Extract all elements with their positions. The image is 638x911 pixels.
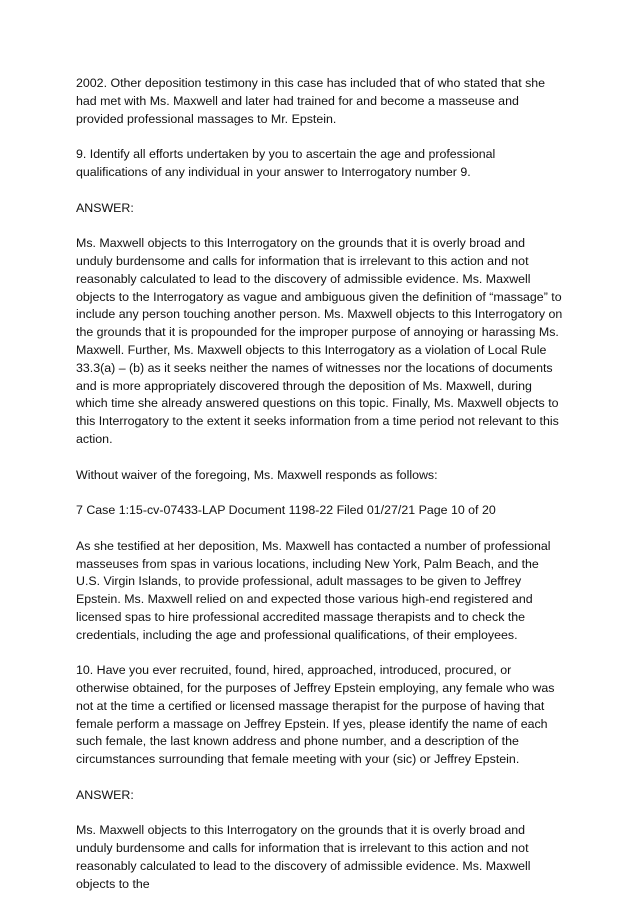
- testimony-response-paragraph: As she testified at her deposition, Ms. Maxwell has contacted a number of professional masseuses from spas in various locations, including New York, Palm Beach, and the U.S. Virgin Islands, to provide professional, adult massages to be given to Jeffrey Epstein. Ms. Maxwell relied on and expected those various high-end registered and licensed spas to hire professional accredited massage therapists and to check the credentials, including the age and professional qualifications, of their employees.: [76, 538, 551, 642]
- answer-objection-paragraph: Ms. Maxwell objects to this Interrogatory on the grounds that it is overly broad and unduly burdensome and calls for information that is irrelevant to this action and not reasonably calculated to lead to the discovery of admissible evidence. Ms. Maxwell objects to the Interrogatory as vague and ambiguous given the definition of “massage” to include any person touching another person. Ms. Maxwell objects to this Interrogatory on the grounds that it is propounded for the improper purpose of annoying or harassing Ms. Maxwell. Further, Ms. Maxwell objects to this Interrogatory as a violation of Local Rule 33.3(a) – (b) as it seeks neither the names of witnesses nor the locations of documents and is more appropriately discovered through the deposition of Ms. Maxwell, during which time she already answered questions on this topic. Finally, Ms. Maxwell objects to this Interrogatory to the extent it seeks information from a time period not relevant to this action.: [76, 236, 563, 446]
- paragraph-deposition-testimony: 2002. Other deposition testimony in this case has included that of who stated that she had met with Ms. Maxwell and later had trained for and become a masseuse and provided professional massages to Mr. Epstein.: [76, 76, 546, 126]
- waiver-paragraph: Without waiver of the foregoing, Ms. Maxwell responds as follows:: [76, 467, 438, 482]
- answer-objection-paragraph: Ms. Maxwell objects to this Interrogatory on the grounds that it is overly broad and unduly burdensome and calls for information that is irrelevant to this action and not reasonably calculated to lead to the discovery of admissible evidence. Ms. Maxwell objects to the: [76, 823, 531, 891]
- interrogatory-9: 9. Identify all efforts undertaken by you to ascertain the age and professional qualifications of any individual in your answer to Interrogatory number 9.: [76, 147, 496, 179]
- document-page: [76, 75, 563, 911]
- answer-heading: ANSWER:: [76, 200, 134, 215]
- case-reference-line: 7 Case 1:15-cv-07433-LAP Document 1198-22 Filed 01/27/21 Page 10 of 20: [76, 503, 496, 518]
- interrogatory-10: 10. Have you ever recruited, found, hired, approached, introduced, procured, or otherwise obtained, for the purposes of Jeffrey Epstein employing, any female who was not at the time a certified or licensed massage therapist for the purpose of having that female perform a massage on Jeffrey Epstein. If yes, please identify the name of each such female, the last known address and phone number, and a description of the circumstances surrounding that female meeting with your (sic) or Jeffrey Epstein.: [76, 663, 555, 767]
- answer-heading: ANSWER:: [76, 787, 134, 802]
